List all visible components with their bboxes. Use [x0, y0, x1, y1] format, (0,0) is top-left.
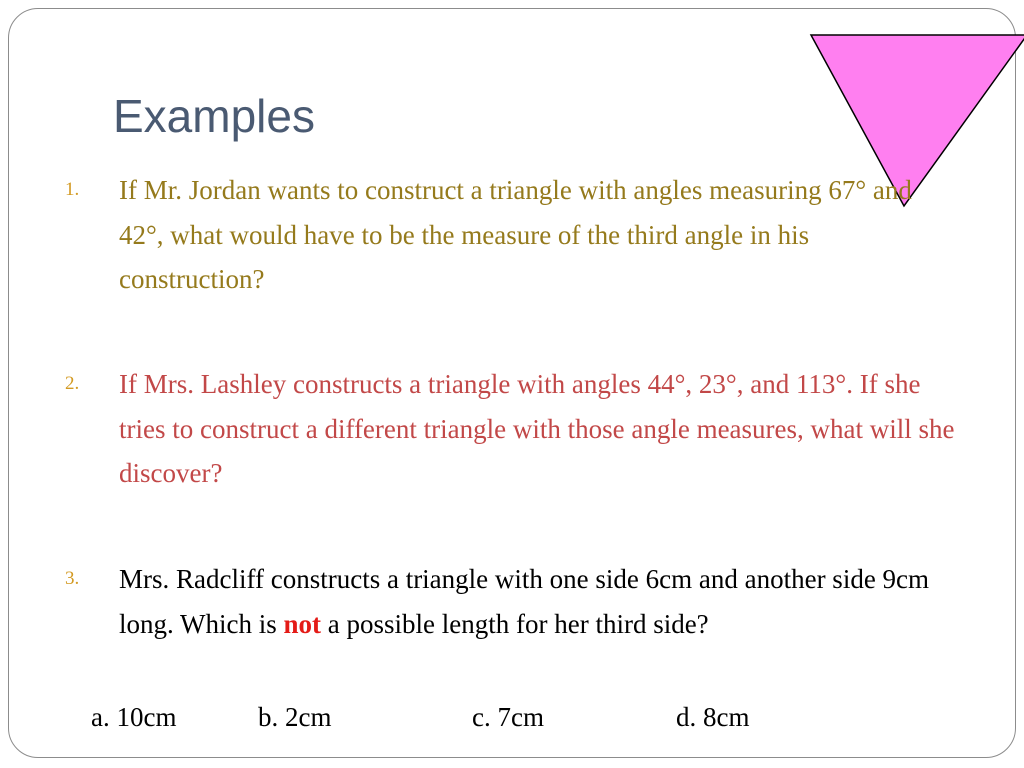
- question-text-1: If Mr. Jordan wants to construct a triangle with angles measuring 67° and 42°, what would have to be the measure of the third angle in his construction?: [119, 175, 912, 294]
- question-text-2: If Mrs. Lashley constructs a triangle with angles 44°, 23°, and 113°. If she tries to construct a different triangle with those angle measures, what will she discover?: [119, 369, 955, 488]
- answer-choices: [0, 700, 1024, 734]
- question-text-3-start: Mrs. Radcliff constructs a triangle with one side 6cm and another side 9cm long. Which is: [119, 564, 930, 639]
- emphasis-not: not: [283, 608, 322, 639]
- question-number-2: 2.: [65, 373, 80, 394]
- answer-choice-c: c. 7cm: [472, 702, 544, 732]
- slide-title: Examples: [113, 90, 315, 142]
- answer-choice-d: d. 8cm: [676, 702, 750, 732]
- question-item-2: [65, 362, 959, 496]
- question-number-3: 3.: [65, 568, 80, 589]
- question-number-1: 1.: [65, 179, 80, 200]
- question-item-1: [65, 168, 959, 302]
- answer-choice-a: a. 10cm: [91, 702, 177, 732]
- answer-choice-b: b. 2cm: [258, 702, 332, 732]
- question-item-3: [65, 557, 959, 646]
- question-text-3-end: a possible length for her third side?: [321, 608, 709, 639]
